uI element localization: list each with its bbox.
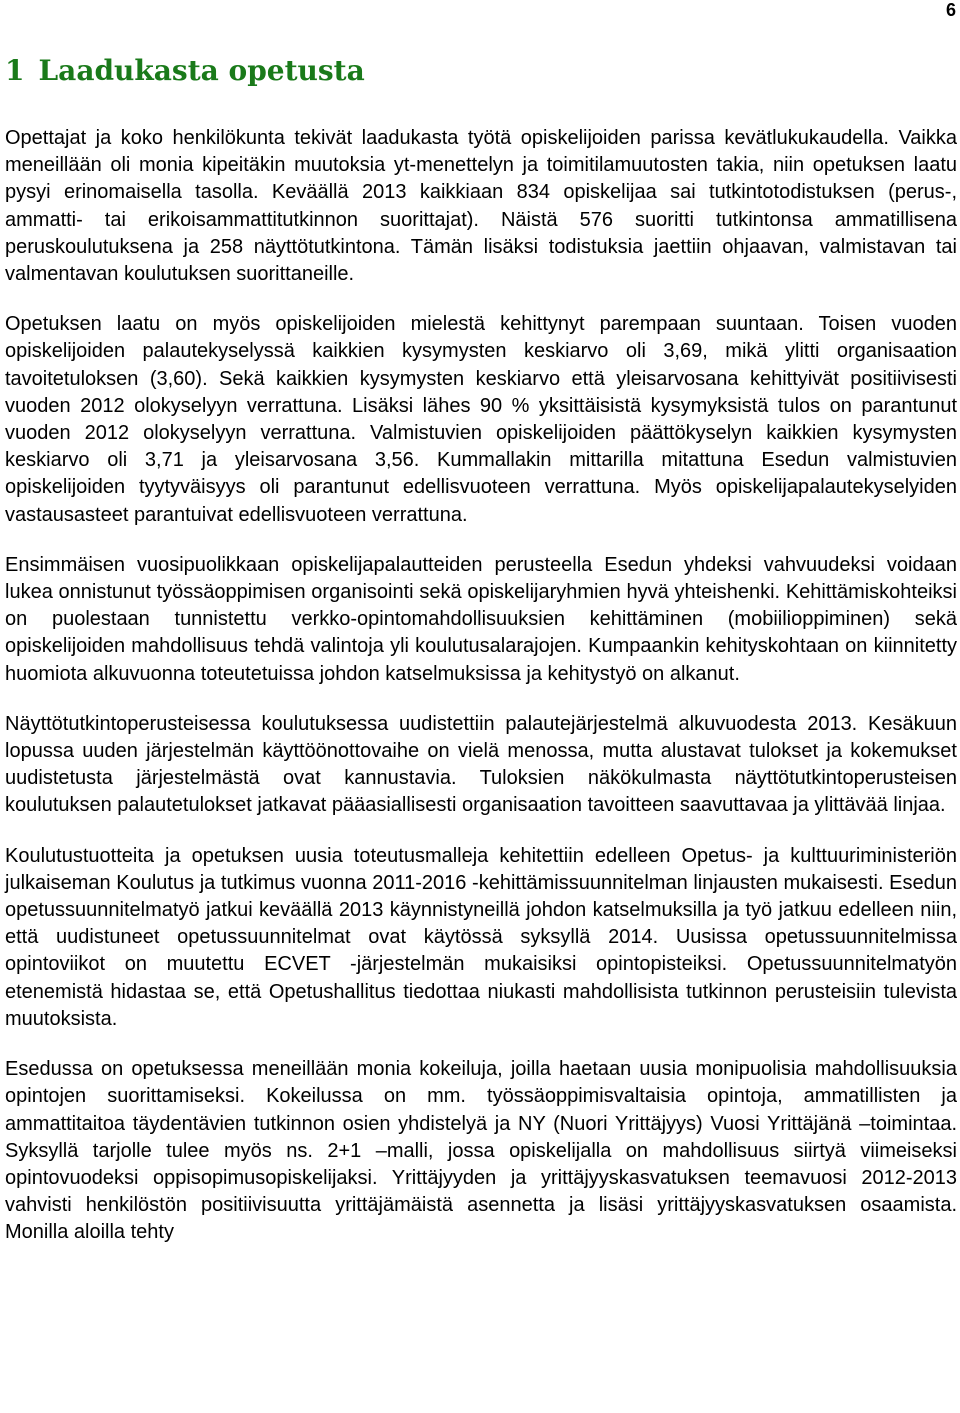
page-number: 6 [945, 0, 956, 20]
paragraph-student-feedback: Opetuksen laatu on myös opiskelijoiden mielestä kehittynyt parempaan suuntaan. Toisen vuoden opiskelijoiden palautekyselyssä kaikkien kysymysten keskiarvo oli 3,69, mikä ylitti organisaation tavoitetuloksen (3,60). Sekä kaikkien kysymysten keskiarvo että yleisarvosana kehittyivät positiivisesti vuoden 2012 olokyselyyn verrattuna. Lisäksi lähes 90 % yksittäisistä kysymyksistä tulos on parantunut vuoden 2012 olokyselyyn verrattuna. Valmistuvien opiskelijoiden päättökyselyn kaikkien kysymysten keskiarvo oli 3,71 ja yleisarvosana 3,56. Kummallakin mittarilla mitattuna Esedun valmistuvien opiskelijoiden tyytyväisyys oli parantunut edellisvuoteen verrattuna. Myös opiskelijapalautekyselyiden vastausasteet parantuivat edellisvuoteen verrattuna. [5, 313, 957, 526]
paragraph-feedback-system: Näyttötutkintoperusteisessa koulutuksessa uudistettiin palautejärjestelmä alkuvuodesta 2013. Kesäkuun lopussa uuden järjestelmän käyttöönottovaihe on vielä menossa, mutta alustavat tulokset ja kokemukset uudistetusta järjestelmästä ovat kannustavia. Tuloksien näkökulmasta näyttötutkintoperusteisen koulutuksen palautetulokset jatkavat pääasiallisesti organisaation tavoitteen saavuttavaa ja ylittävää linjaa. [5, 712, 957, 817]
paragraph-graduates: Opettajat ja koko henkilökunta tekivät laadukasta työtä opiskelijoiden parissa kevätlukukaudella. Vaikka meneillään oli monia kipeitäkin muutoksia yt-menettelyn ja toimitilamuutosten takia, niin opetuksen laatu pysyi erinomaisella tasolla. Keväällä 2013 kaikkiaan 834 opiskelijaa sai tutkintotodistuksen (perus-, ammatti- tai erikoisammattitutkinnon suorittajat). Näistä 576 suoritti tutkintonsa ammatillisena peruskoulutuksena ja 258 näyttötutkintona. Tämän lisäksi todistuksia jaettiin ohjaavan, valmistavan tai valmentavan koulutuksen suorittaneille. [5, 127, 957, 286]
section-heading [5, 52, 365, 90]
paragraph-experiments: Esedussa on opetuksessa meneillään monia kokeiluja, joilla haetaan uusia monipuolisia mahdollisuuksia opintojen suorittamiseksi. Kokeilussa on mm. työssäoppimisvaltaisia opintoja, ammatillisten ja ammattitaitoa täydentävien tutkinnon osien yhdistelyä ja NY (Nuori Yrittäjyys) Vuosi Yrittäjänä –toimintaa. Syksyllä tarjolle tulee myös ns. 2+1 –malli, jossa opiskelijalla on mahdollisuus siirtyä viimeiseksi opintovuodeksi oppisopimusopiskelijaksi. Yrittäjyyden ja yrittäjyyskasvatuksen teemavuosi 2012-2013 vahvisti henkilöstön positiivisuutta yrittäjämäistä asennetta ja lisäsi yrittäjyyskasvatuksen osaamista. Monilla aloilla tehty [5, 1058, 957, 1244]
section-number: 1 [5, 54, 25, 87]
paragraph-curriculum: Koulutustuotteita ja opetuksen uusia toteutusmalleja kehitettiin edelleen Opetus- ja kulttuuriministeriön julkaiseman Koulutus ja tutkimus vuonna 2011-2016 -kehittämissuunnitelman linjausten mukaisesti. Esedun opetussuunnitelmatyö jatkui keväällä 2013 käynnistyneillä johdon katselmuksilla ja työ jatkuu edelleen niin, että uudistuneet opetussuunnitelmat ovat käytössä syksyllä 2014. Uusissa opetussuunnitelmissa opintoviikot on muutettu ECVET -järjestelmän mukaisiksi opintopisteiksi. Opetussuunnitelmatyön etenemistä hidastaa se, että Opetushallitus tiedottaa niukasti mahdollisista tutkinnon perusteisiin tulevista muutoksista. [5, 844, 957, 1030]
section-title: Laadukasta opetusta [38, 54, 365, 87]
paragraph-strengths: Ensimmäisen vuosipuolikkaan opiskelijapalautteiden perusteella Esedun yhdeksi vahvuudeksi voidaan lukea onnistunut työssäoppimisen organisointi sekä opiskelijaryhmien hyvä yhteishenki. Kehittämiskohteiksi on puolestaan tunnistettu verkko-opintomahdollisuuksien kehittäminen (mobiilioppiminen) sekä opiskelijoiden mahdollisuus tehdä valintoja yli koulutusalarajojen. Kumpaankin kehityskohtaan on kiinnitetty huomiota alkuvuonna toteutetuissa johdon katselmuksissa ja kehitystyö on alkanut. [5, 553, 957, 685]
body-text [5, 125, 957, 1247]
